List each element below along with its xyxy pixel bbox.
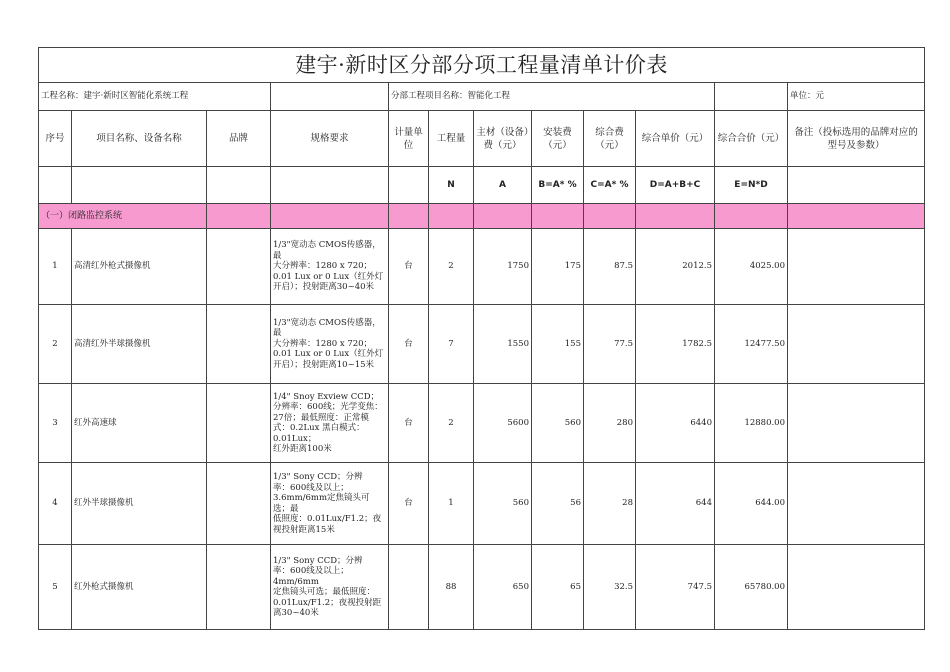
- section-title: [39, 204, 207, 229]
- col-header-material: 主材（设备）费（元）: [474, 111, 532, 167]
- page-title: 建宇·新时区分部分项工程量清单计价表: [39, 48, 925, 83]
- item-install: 175: [532, 229, 584, 305]
- item-qty: 2: [429, 229, 474, 305]
- item-spec: 1/3" Sony CCD；分辨 率：600线及以上； 3.6mm/6mm定焦镜头可选；最 低照度：0.01Lux/F1.2；夜 视投射距离15米: [271, 463, 389, 545]
- info-blank: [271, 83, 389, 111]
- formula-total: E=N*D: [715, 167, 788, 204]
- item-unit-price: 1782.5: [636, 305, 715, 384]
- item-qty: 7: [429, 305, 474, 384]
- item-note: [788, 305, 925, 384]
- item-total: 65780.00: [715, 545, 788, 630]
- formula-unit-price: D=A+B+C: [636, 167, 715, 204]
- col-header-unit: 计量单位: [389, 111, 429, 167]
- item-unit: 台: [389, 305, 429, 384]
- section-name: 闭路监控系统: [68, 210, 123, 221]
- col-header-install: 安装费（元）: [532, 111, 584, 167]
- unit-label: 单位：元: [788, 83, 925, 111]
- item-install: 560: [532, 384, 584, 463]
- item-name: 高清红外枪式摄像机: [72, 229, 207, 305]
- item-seq: 3: [39, 384, 72, 463]
- item-unit: [389, 545, 429, 630]
- section-row: [39, 204, 925, 229]
- col-header-seq: 序号: [39, 111, 72, 167]
- item-spec: 1/3"宽动态 CMOS传感器，最 大分辨率：1280 x 720； 0.01 Lux or 0 Lux（红外灯 开启）；投射距离30~40米: [271, 229, 389, 305]
- section-number: （一）: [41, 210, 69, 221]
- item-total: 12880.00: [715, 384, 788, 463]
- item-install: 155: [532, 305, 584, 384]
- item-unit: 台: [389, 384, 429, 463]
- item-qty: 2: [429, 384, 474, 463]
- item-unit: 台: [389, 463, 429, 545]
- col-header-unit-price: 综合单价（元）: [636, 111, 715, 167]
- col-header-total: 综合合价（元）: [715, 111, 788, 167]
- item-composite: 77.5: [584, 305, 636, 384]
- formula-composite: C=A* %: [584, 167, 636, 204]
- item-unit: 台: [389, 229, 429, 305]
- item-composite: 87.5: [584, 229, 636, 305]
- item-name: 红外枪式摄像机: [72, 545, 207, 630]
- item-spec: 1/4" Snoy Exview CCD； 分辨率：600线；光学变焦： 27倍；最低照度：正常模 式：0.2Lux 黑白模式： 0.01Lux； 红外距离100米: [271, 384, 389, 463]
- item-material: 1750: [474, 229, 532, 305]
- col-header-note: 备注（投标选用的品牌对应的型号及参数）: [788, 111, 925, 167]
- item-note: [788, 384, 925, 463]
- item-note: [788, 229, 925, 305]
- item-total: 4025.00: [715, 229, 788, 305]
- price-table: [38, 47, 925, 630]
- info-row: [39, 83, 925, 111]
- item-brand: [207, 545, 271, 630]
- item-name: 红外半球摄像机: [72, 463, 207, 545]
- header-row: [39, 111, 925, 167]
- item-material: 5600: [474, 384, 532, 463]
- item-spec: 1/3"宽动态 CMOS传感器，最 大分辨率：1280 x 720； 0.01 Lux or 0 Lux（红外灯 开启）；投射距离10~15米: [271, 305, 389, 384]
- item-composite: 32.5: [584, 545, 636, 630]
- formula-install: B=A* %: [532, 167, 584, 204]
- col-header-spec: 规格要求: [271, 111, 389, 167]
- item-seq: 5: [39, 545, 72, 630]
- table-row: [39, 384, 925, 463]
- item-spec: 1/3" Sony CCD；分辨 率：600线及以上；4mm/6mm 定焦镜头可选；最低照度： 0.01Lux/F1.2；夜视投射距 离30~40米: [271, 545, 389, 630]
- item-seq: 4: [39, 463, 72, 545]
- item-material: 650: [474, 545, 532, 630]
- col-header-qty: 工程量: [429, 111, 474, 167]
- item-brand: [207, 305, 271, 384]
- item-seq: 1: [39, 229, 72, 305]
- item-qty: 1: [429, 463, 474, 545]
- item-note: [788, 545, 925, 630]
- item-unit-price: 747.5: [636, 545, 715, 630]
- formula-qty: N: [429, 167, 474, 204]
- formula-material: A: [474, 167, 532, 204]
- formula-row: [39, 167, 925, 204]
- col-header-name: 项目名称、设备名称: [72, 111, 207, 167]
- col-header-brand: 品牌: [207, 111, 271, 167]
- item-total: 644.00: [715, 463, 788, 545]
- table-row: [39, 545, 925, 630]
- table-row: [39, 463, 925, 545]
- item-name: 高清红外半球摄像机: [72, 305, 207, 384]
- item-install: 65: [532, 545, 584, 630]
- item-total: 12477.50: [715, 305, 788, 384]
- item-composite: 280: [584, 384, 636, 463]
- sub-project-name: 分部工程项目名称：智能化工程: [389, 83, 715, 111]
- project-name: 工程名称：建宇·新时区智能化系统工程: [39, 83, 271, 111]
- item-unit-price: 6440: [636, 384, 715, 463]
- table-row: [39, 229, 925, 305]
- item-brand: [207, 384, 271, 463]
- item-unit-price: 644: [636, 463, 715, 545]
- item-qty: 88: [429, 545, 474, 630]
- price-sheet: [38, 47, 924, 630]
- item-material: 560: [474, 463, 532, 545]
- col-header-composite: 综合费（元）: [584, 111, 636, 167]
- info-blank-2: [715, 83, 788, 111]
- item-material: 1550: [474, 305, 532, 384]
- item-brand: [207, 463, 271, 545]
- item-note: [788, 463, 925, 545]
- item-name: 红外高速球: [72, 384, 207, 463]
- table-row: [39, 305, 925, 384]
- item-composite: 28: [584, 463, 636, 545]
- item-unit-price: 2012.5: [636, 229, 715, 305]
- item-seq: 2: [39, 305, 72, 384]
- item-install: 56: [532, 463, 584, 545]
- item-brand: [207, 229, 271, 305]
